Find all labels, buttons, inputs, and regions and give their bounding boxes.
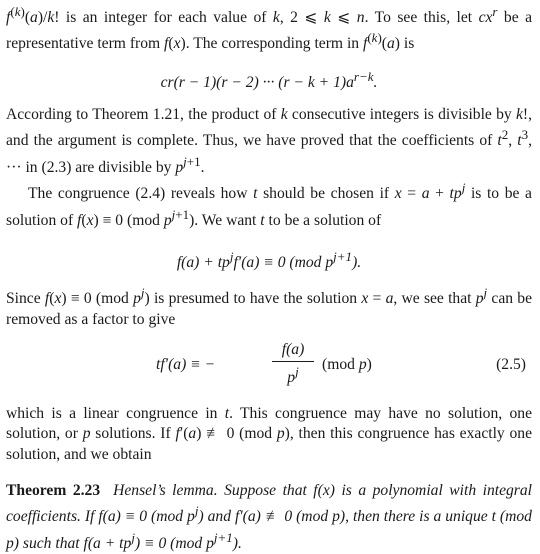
paragraph-derivative-integer: $f^{(k)}(a)/k$! is an integer for each value of k, 2 ⩽ k ⩽ n. To see this, let $cx^r$ be a representative term from f(x). The corresponding term in $f^{(k)}(a)$ is — [6, 4, 533, 53]
display-equation-term: cr(r − 1)(r − 2) ··· $(r - k + 1)a^{r-k}$. — [160, 68, 378, 92]
display-equation-congruence: $f(a) + tp^jf'(a) \equiv 0$ (mod $p^{j+1}$). — [176, 249, 362, 272]
equation-2-5 — [6, 338, 532, 394]
paragraph-presumed-solution: Since f(x) ≡ 0 (mod $p^j$) is presumed to have the solution x = a, we see that $p^j$ can be removed as a factor to give — [6, 285, 533, 328]
paragraph-congruence-24: The congruence (2.4) reveals how t should be chosen if $x = a + tp^j$ is to be a solution of f(x) ≡ 0 (mod $p^{j+1}$). We want t to be a solution of — [6, 180, 532, 229]
theorem-2-23: Theorem 2.23 Hensel’s lemma. Suppose that f(x) is a polynomial with integral coefficients. If f(a) ≡ 0 (mod $p^j$) and f′(a) ≢ 0 (mod p), then there is a unique t (mod p) such that $f(a + tp^j) \equiv 0$ (mod $p^{j+1}$). — [6, 481, 532, 552]
theorem-heading: Theorem 2.23 — [6, 481, 101, 499]
equation-2-5-fraction — [272, 340, 314, 389]
fraction-denominator: $p^j$ — [287, 364, 299, 387]
equation-number: (2.5) — [496, 355, 526, 373]
paragraph-theorem-121: According to Theorem 1.21, the product of k consecutive integers is divisible by k!, and the argument is complete. Thus, we have proved that the coefficients of $t^2$, $t^3$, ··· in (2.3) are divisible by $p^{j+1}$. — [6, 105, 533, 176]
textbook-page — [6, 2, 532, 554]
equation-2-5-lhs: tf′(a) ≡ − — [156, 355, 216, 373]
fraction-numerator: f(a) — [272, 340, 314, 362]
equation-2-5-modulus: (mod p) — [322, 355, 372, 373]
paragraph-linear-congruence: which is a linear congruence in t. This congruence may have no solution, one solution, or p solutions. If f′(a) ≢ 0 (mod p), then this congruence has exactly one solution, and we obtain — [6, 404, 533, 463]
